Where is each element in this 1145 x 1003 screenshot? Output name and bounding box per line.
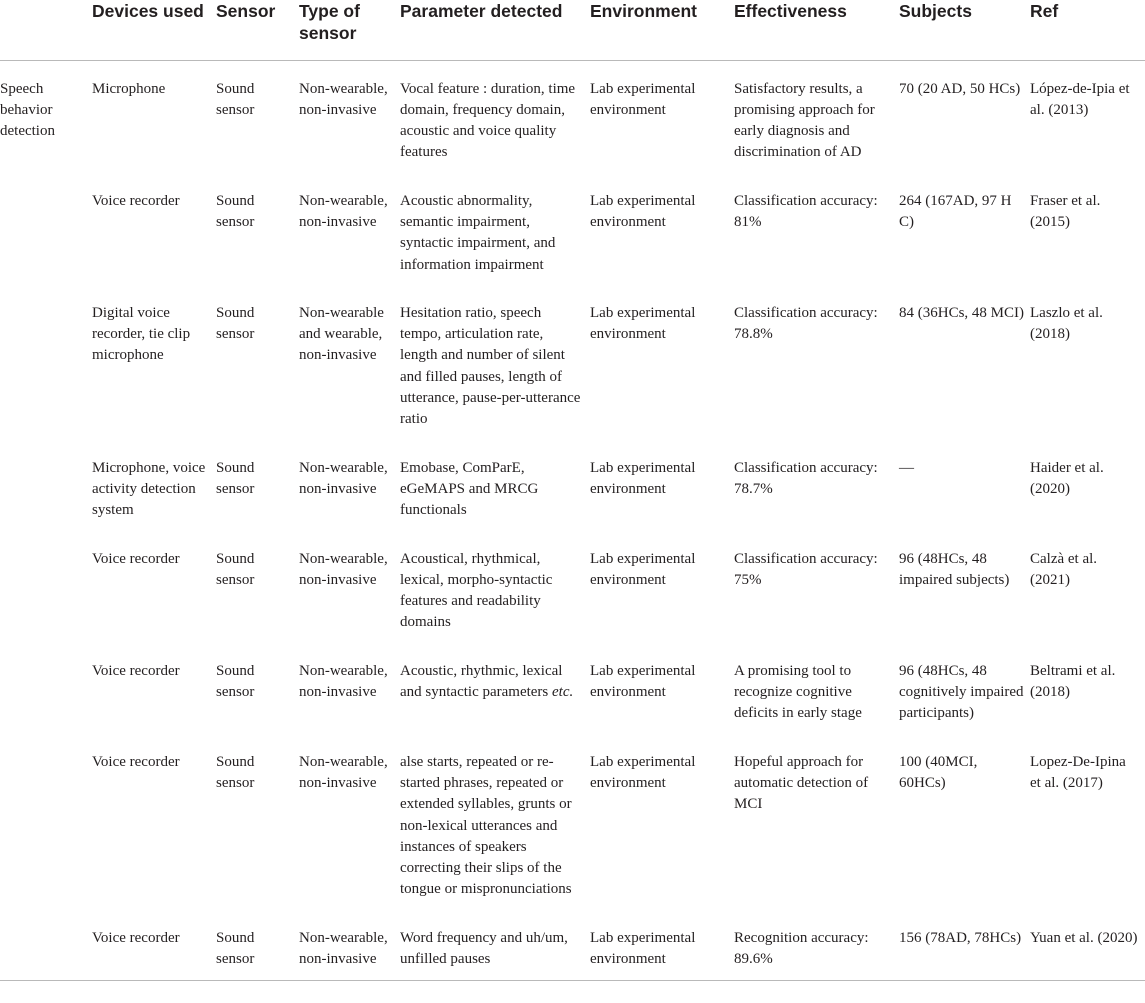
device-cell: Microphone, voice activity detection system	[92, 459, 206, 519]
subjects-cell: 264 (167AD, 97 H C)	[899, 192, 1012, 230]
effectiveness-cell: A promising tool to recognize cognitive deficits in early stage	[734, 662, 862, 722]
header-subjects: Subjects	[899, 0, 1030, 60]
header-environment: Environment	[590, 0, 734, 60]
sensor-cell: Sound sensor	[216, 550, 255, 588]
category-cell-empty	[0, 735, 92, 911]
subjects-cell: 96 (48HCs, 48 cognitively impaired participants)	[899, 662, 1024, 722]
device-cell: Voice recorder	[92, 753, 180, 770]
header-type-of-sensor: Type of sensor	[299, 0, 400, 60]
environment-cell: Lab experimental environment	[590, 662, 696, 701]
header-row	[0, 0, 1145, 60]
effectiveness-cell: Classification accuracy: 81%	[734, 192, 878, 230]
sensor-cell: Sound sensor	[216, 662, 255, 701]
category-cell-empty	[0, 911, 92, 981]
parameter-cell: Word frequency and uh/um, unfilled pauses	[400, 911, 590, 981]
type-cell: Non-wearable, non-invasive	[299, 550, 388, 588]
parameter-cell: Hesitation ratio, speech tempo, articulation rate, length and number of silent and filled pauses, length of utterance, pause-per-utterance ratio	[400, 304, 581, 428]
device-cell: Voice recorder	[92, 550, 180, 567]
table-row	[0, 644, 1145, 735]
device-cell: Digital voice recorder, tie clip microphone	[92, 304, 191, 364]
ref-cell: Beltrami et al. (2018)	[1030, 662, 1116, 701]
type-cell: Non-wearable, non-invasive	[299, 911, 400, 981]
sensor-cell: Sound sensor	[216, 459, 255, 497]
device-cell: Voice recorder	[92, 911, 216, 981]
type-cell: Non-wearable, non-invasive	[299, 80, 388, 118]
type-cell: Non-wearable and wearable, non-invasive	[299, 304, 384, 364]
environment-cell: Lab experimental environment	[590, 911, 734, 981]
parameter-text: Acoustic, rhythmic, lexical and syntactic parameters	[400, 662, 563, 701]
parameter-etc: etc.	[552, 684, 574, 701]
type-cell: Non-wearable, non-invasive	[299, 662, 388, 701]
subjects-cell: —	[899, 459, 914, 476]
environment-cell: Lab experimental environment	[590, 192, 696, 230]
ref-cell: Yuan et al. (2020)	[1030, 911, 1145, 981]
effectiveness-cell: Satisfactory results, a promising approach for early diagnosis and discrimination of AD	[734, 80, 875, 161]
parameter-cell: alse starts, repeated or re-started phrases, repeated or extended syllables, grunts or non-lexical utterances and instances of speakers correcting their slips of the tongue or mispronunciations	[400, 753, 572, 898]
effectiveness-cell: Classification accuracy: 75%	[734, 550, 878, 588]
ref-cell: Lopez-De-Ipina et al. (2017)	[1030, 753, 1126, 791]
subjects-cell: 70 (20 AD, 50 HCs)	[899, 80, 1021, 97]
table-row	[0, 532, 1145, 644]
effectiveness-cell: Classification accuracy: 78.7%	[734, 459, 878, 497]
device-cell: Voice recorder	[92, 662, 180, 679]
sensor-cell: Sound sensor	[216, 304, 255, 343]
parameter-cell: Acoustical, rhythmical, lexical, morpho-syntactic features and readability domains	[400, 550, 553, 631]
type-cell: Non-wearable, non-invasive	[299, 459, 388, 497]
category-cell: Speech behavior detection	[0, 80, 55, 140]
category-cell-empty	[0, 644, 92, 735]
subjects-cell: 96 (48HCs, 48 impaired subjects)	[899, 550, 1010, 588]
header-ref: Ref	[1030, 0, 1145, 60]
header-parameter-detected: Parameter detected	[400, 0, 590, 60]
type-cell: Non-wearable, non-invasive	[299, 753, 388, 791]
parameter-cell	[400, 644, 590, 735]
device-cell: Microphone	[92, 80, 166, 97]
environment-cell: Lab experimental environment	[590, 80, 696, 118]
ref-cell: Calzà et al. (2021)	[1030, 550, 1098, 588]
table-header	[0, 0, 1145, 60]
effectiveness-cell: Hopeful approach for automatic detection of MCI	[734, 753, 869, 813]
header-devices-used: Devices used	[92, 0, 216, 60]
environment-cell: Lab experimental environment	[590, 550, 696, 588]
header-effectiveness: Effectiveness	[734, 0, 899, 60]
ref-cell: Fraser et al. (2015)	[1030, 192, 1101, 230]
category-cell-empty	[0, 532, 92, 644]
category-cell-empty	[0, 174, 92, 286]
header-sensor: Sensor	[216, 0, 299, 60]
table-row	[0, 174, 1145, 286]
sensor-cell: Sound sensor	[216, 753, 255, 791]
parameter-cell: Acoustic abnormality, semantic impairment, syntactic impairment, and information impairment	[400, 192, 556, 273]
sensor-cell: Sound sensor	[216, 911, 299, 981]
table-row	[0, 441, 1145, 532]
effectiveness-cell: Classification accuracy: 78.8%	[734, 304, 878, 343]
environment-cell: Lab experimental environment	[590, 304, 696, 343]
sensor-cell: Sound sensor	[216, 192, 255, 230]
parameter-cell: Emobase, ComParE, eGeMAPS and MRCG functionals	[400, 459, 539, 519]
type-cell: Non-wearable, non-invasive	[299, 192, 388, 230]
ref-cell: López-de-Ipia et al. (2013)	[1030, 80, 1130, 118]
effectiveness-cell: Recognition accuracy: 89.6%	[734, 911, 899, 981]
sensor-cell: Sound sensor	[216, 80, 255, 118]
category-cell-empty	[0, 286, 92, 441]
table-row	[0, 60, 1145, 174]
environment-cell: Lab experimental environment	[590, 459, 696, 497]
header-category	[0, 0, 92, 60]
ref-cell: Laszlo et al. (2018)	[1030, 304, 1103, 343]
parameter-cell: Vocal feature : duration, time domain, frequency domain, acoustic and voice quality features	[400, 80, 576, 161]
table-row	[0, 911, 1145, 981]
subjects-cell: 156 (78AD, 78HCs)	[899, 911, 1030, 981]
subjects-cell: 84 (36HCs, 48 MCI)	[899, 304, 1025, 321]
device-cell: Voice recorder	[92, 192, 180, 209]
table-row	[0, 735, 1145, 911]
category-cell-empty	[0, 441, 92, 532]
environment-cell: Lab experimental environment	[590, 753, 696, 791]
table-body	[0, 60, 1145, 981]
table-row	[0, 286, 1145, 441]
subjects-cell: 100 (40MCI, 60HCs)	[899, 753, 978, 791]
ref-cell: Haider et al. (2020)	[1030, 459, 1104, 497]
